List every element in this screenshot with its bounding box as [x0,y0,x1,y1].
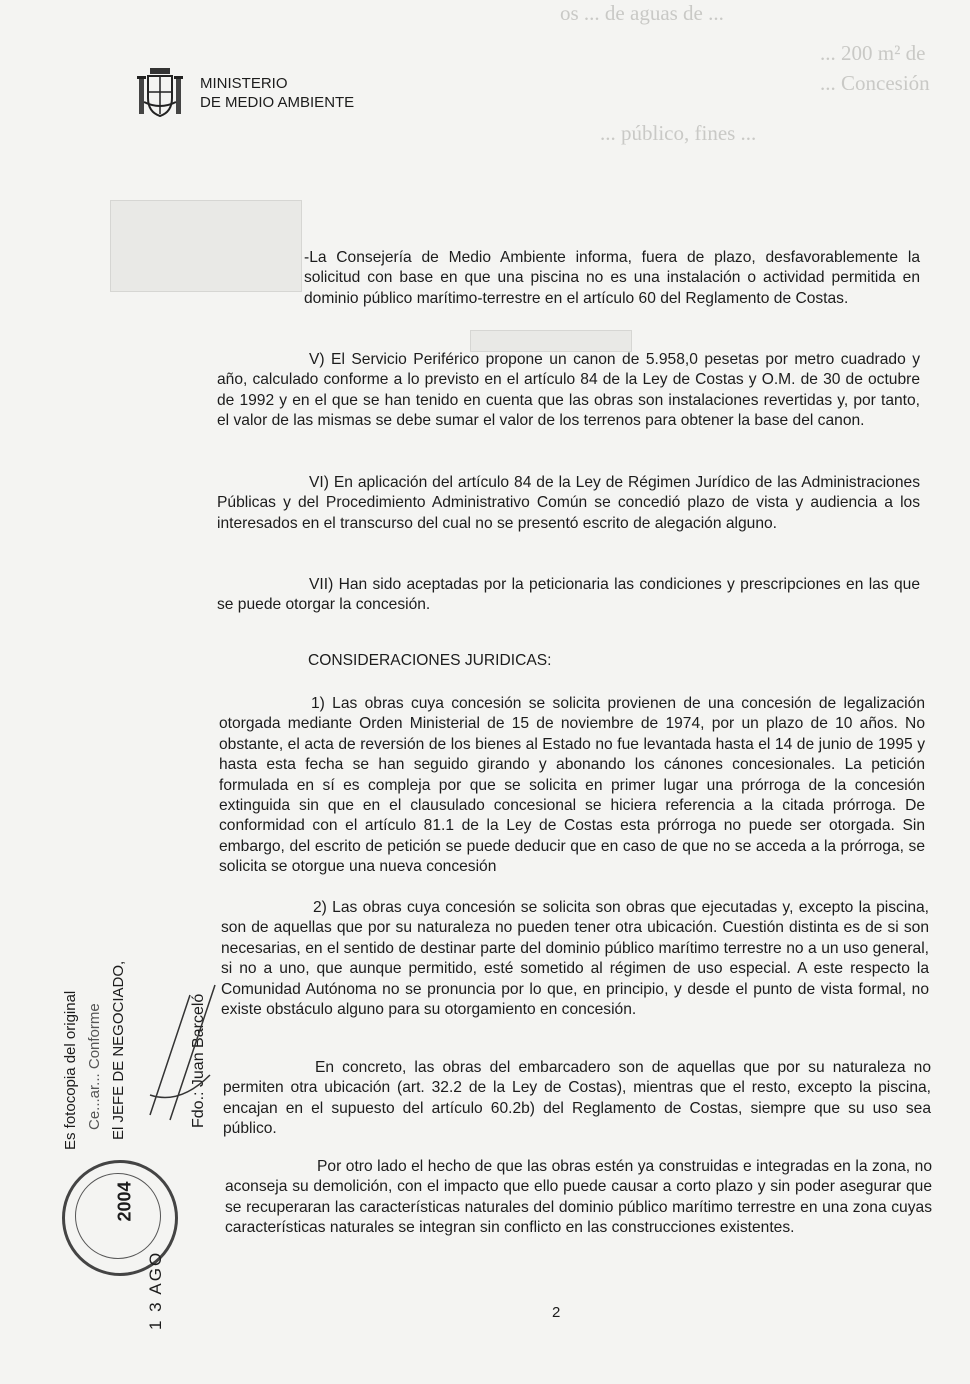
coat-of-arms-icon [136,64,184,124]
bleed-through-text: os ... de aguas de ... [560,1,724,25]
paragraph-vi: VI) En aplicación del artículo 84 de la Ley de Régimen Jurídico de las Administraciones Públicas y del Procedimiento Administrativo Común se concedió plazo de vista y audiencia a los interesados en el transcurso del cual no se presentó escrito de alegación alguno. [217,474,920,532]
paragraph-consejeria: -La Consejería de Medio Ambiente informa, fuera de plazo, desfavorablemente la solicitud con base en que una piscina no es una instalación o actividad permitida en dominio público marítimo-terrestre en el artículo 60 del Reglamento de Costas. [304,249,920,307]
ministry-line-2: DE MEDIO AMBIENTE [200,94,355,111]
signature-scribble-icon [130,975,230,1125]
consideration-2: 2) Las obras cuya concesión se solicita son obras que ejecutadas y, excepto la piscina, son de aquellas que por su naturaleza no pueden tener otra ubicación. Cuestión distinta es de si son necesarias, en el sentido de destinar parte del dominio público marítimo terrestre no a un uso general, si no a uno, que aunque permitido, esté sometido al régimen de uso especial. A este respecto la Comunidad Autónoma no se pronuncia por lo que, en principio, y desde el punto de vista formal, no existe obstáculo alguno para su otorgamiento en concesión. [221,899,929,1019]
paragraph-v: V) El Servicio Periférico propone un canon de 5.958,0 pesetas por metro cuadrado y año, calculado conforme a lo previsto en el artículo 84 de la Ley de Costas y O.M. de 30 de octubre de 1992 y en el que se han tenido en cuenta que las obras son instalaciones revertidas y, por tanto, el valor de las mismas se debe sumar el valor de los terrenos para obtener la base del canon. [217,351,920,430]
bleed-through-text: ... Concesión [820,71,930,95]
paragraph-vii: VII) Han sido aceptadas por la peticionaria las condiciones y prescripciones en las que se puede otorgar la concesión. [217,576,920,614]
section-heading: CONSIDERACIONES JURIDICAS: [308,652,552,669]
consideration-embarcadero: En concreto, las obras del embarcadero son de aquellas que por su naturaleza no permiten otra ubicación (art. 32.2 de la Ley de Costas), mientras que el resto, excepto la piscina, encajan en el supuesto del artículo 60.2b) del Reglamento de Costas, siempre que su uso sea público. [223,1059,931,1138]
ministry-line-1: MINISTERIO [200,75,288,92]
certification-signature: Fdo.: Juan Barceló [190,993,207,1128]
consideration-1: 1) Las obras cuya concesión se solicita provienen de una concesión de legalización otorgada mediante Orden Ministerial de 15 de noviembre de 1974, por un plazo de 10 años. No obstante, el acta de reversión de los bienes al Estado no fue levantada hasta el 14 de junio de 1995 y hasta esta fecha se han seguido girando y abonando los cánones concesionales. La petición formulada en sí es compleja por que se solicita en primer lugar una prórroga de la concesión extinguida sin que en el clausulado concesional se hiciera referencia a la citada prórroga. De conformidad con el artículo 81.1 de la Ley de Costas esta prórroga no puede ser otorgada. Sin embargo, del escrito de petición se puede deducir que en caso de que no se acceda a la prórroga, se solicita se otorgue una nueva concesión [219,695,925,876]
bleed-through-text: ... 200 m² de [820,41,926,65]
certification-line-1: Es fotocopia del original [62,990,79,1150]
stamp-year: 2004 [114,1181,135,1222]
bleed-through-table [470,330,632,352]
letterhead [136,64,354,124]
page-number: 2 [552,1304,561,1321]
certification-line-2: Ce...ar... Conforme [86,1003,103,1130]
ministry-name [200,64,354,112]
bleed-through-table [110,200,302,292]
bleed-through-text: ... público, fines ... [600,121,757,145]
stamp-date: 1 3 AGO [146,1250,165,1330]
consideration-demolicion: Por otro lado el hecho de que las obras estén ya construidas e integradas en la zona, no aconseja su demolición, con el impacto que ello puede causar a corto plazo y sin poder asegurar que se recuperaran las características naturales del dominio público marítimo terrestre en una zona cuyas características naturales se integran sin conflicto en las construcciones existentes. [225,1158,932,1237]
certification-line-3: El JEFE DE NEGOCIADO, [110,960,127,1140]
